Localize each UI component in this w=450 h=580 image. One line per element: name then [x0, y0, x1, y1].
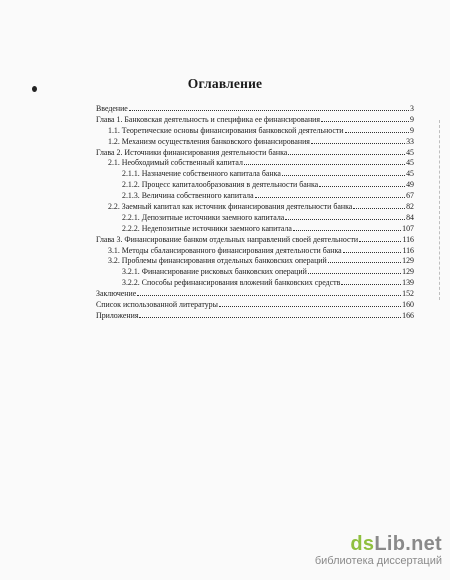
toc-entry — [96, 223, 414, 234]
toc-entry-page: 152 — [402, 289, 414, 299]
toc-leader-dots — [244, 157, 405, 165]
toc-entry-title: 1.2. Механизм осуществления банковского финансирования — [108, 136, 310, 146]
toc-entry — [96, 245, 414, 256]
toc-entry-title: 2.1.3. Величина собственного капитала — [122, 191, 254, 201]
toc-entry-page: 84 — [406, 212, 414, 222]
toc-entry — [96, 277, 414, 288]
toc-entry-page: 33 — [406, 136, 414, 146]
toc-entry-page: 9 — [410, 125, 414, 135]
toc-entry-page: 116 — [402, 245, 414, 255]
toc-entry-title: Список использованной литературы — [96, 300, 218, 310]
toc-entry-title: 2.1.2. Процесс капиталообразования в деятельности банка — [122, 180, 319, 190]
toc-entry-title: Приложения — [96, 310, 139, 320]
toc-entry-title: Глава 3. Финансирование банком отдельных направлений своей деятельности — [96, 234, 359, 244]
toc-leader-dots — [219, 299, 401, 307]
toc-leader-dots — [319, 179, 405, 187]
toc-entry-title: 3.1. Методы сбалансированного финансирования деятельности банка — [108, 245, 342, 255]
toc-entry-page: 116 — [402, 234, 414, 244]
toc-entry-page: 49 — [406, 180, 414, 190]
toc-entry-title: 3.2.1. Финансирование рисковых банковских операций — [122, 267, 307, 277]
toc-entry-title: 2.2.2. Недепозитные источники заемного капитала — [122, 223, 292, 233]
toc-entry-title: Введение — [96, 104, 128, 113]
toc-entry-page: 166 — [402, 310, 414, 320]
watermark-subtitle: библиотека диссертаций — [314, 555, 442, 567]
toc-entry — [96, 255, 414, 266]
toc-leader-dots — [293, 223, 401, 231]
toc-leader-dots — [129, 103, 409, 111]
toc-entry-title: 3.2. Проблемы финансирования отдельных банковских операций — [108, 256, 327, 266]
toc-entry — [96, 310, 414, 321]
toc-entry-page: 45 — [406, 169, 414, 179]
toc-entry-page: 139 — [402, 278, 414, 288]
table-of-contents — [96, 103, 414, 321]
toc-leader-dots — [137, 288, 401, 296]
toc-entry-page: 107 — [402, 223, 414, 233]
toc-leader-dots — [282, 168, 405, 176]
toc-entry-page: 9 — [410, 114, 414, 124]
toc-entry-page: 129 — [402, 267, 414, 277]
toc-entry-title: 2.2. Заемный капитал как источник финансирования деятельности банка — [108, 202, 353, 212]
toc-entry-page: 67 — [406, 191, 414, 201]
toc-entry — [96, 136, 414, 147]
toc-entry-page: 129 — [402, 256, 414, 266]
watermark — [315, 533, 442, 568]
toc-entry-page: 82 — [406, 202, 414, 212]
toc-entry — [96, 201, 414, 212]
toc-entry — [96, 114, 414, 125]
toc-entry-title: 2.2.1. Депозитные источники заемного капитала — [122, 212, 285, 222]
toc-entry — [96, 234, 414, 245]
toc-entry — [96, 168, 414, 179]
toc-entry — [96, 157, 414, 168]
toc-entry-page: 3 — [410, 104, 414, 113]
toc-entry — [96, 299, 414, 310]
toc-leader-dots — [308, 266, 401, 274]
toc-entry — [96, 125, 414, 136]
toc-entry — [96, 190, 414, 201]
toc-leader-dots — [359, 234, 401, 242]
toc-leader-dots — [353, 201, 405, 209]
toc-entry — [96, 179, 414, 190]
toc-entry-title: Глава 2. Источники финансирования деятельности банка — [96, 147, 288, 157]
toc-entry-title: Глава 1. Банковская деятельность и специфика ее финансирования — [96, 114, 321, 124]
scan-edge-marks — [439, 120, 446, 300]
toc-entry — [96, 147, 414, 158]
toc-entry — [96, 288, 414, 299]
toc-entry-title: 2.1.1. Назначение собственного капитала банка — [122, 169, 281, 179]
toc-entry-title: 3.2.2. Способы рефинансирования вложений банковских средств — [122, 278, 341, 288]
toc-leader-dots — [343, 245, 402, 253]
toc-entry-page: 45 — [406, 147, 414, 157]
toc-entry-title: 2.1. Необходимый собственный капитал — [108, 158, 243, 168]
toc-leader-dots — [345, 125, 410, 133]
toc-entry-page: 45 — [406, 158, 414, 168]
toc-leader-dots — [139, 310, 401, 318]
toc-entry-title: 1.1. Теоретические основы финансирования банковской деятельности — [108, 125, 344, 135]
toc-leader-dots — [311, 136, 405, 144]
toc-entry-page: 160 — [402, 300, 414, 310]
toc-entry-title: Заключение — [96, 289, 137, 299]
toc-entry — [96, 212, 414, 223]
toc-leader-dots — [288, 147, 405, 155]
toc-leader-dots — [255, 190, 406, 198]
toc-entry — [96, 266, 414, 277]
toc-leader-dots — [328, 255, 401, 263]
toc-leader-dots — [341, 277, 401, 285]
page-title: Оглавление — [187, 76, 263, 91]
toc-leader-dots — [285, 212, 405, 220]
toc-leader-dots — [321, 114, 409, 122]
toc-entry — [96, 103, 414, 114]
watermark-logo: dsLib.net — [350, 533, 442, 555]
